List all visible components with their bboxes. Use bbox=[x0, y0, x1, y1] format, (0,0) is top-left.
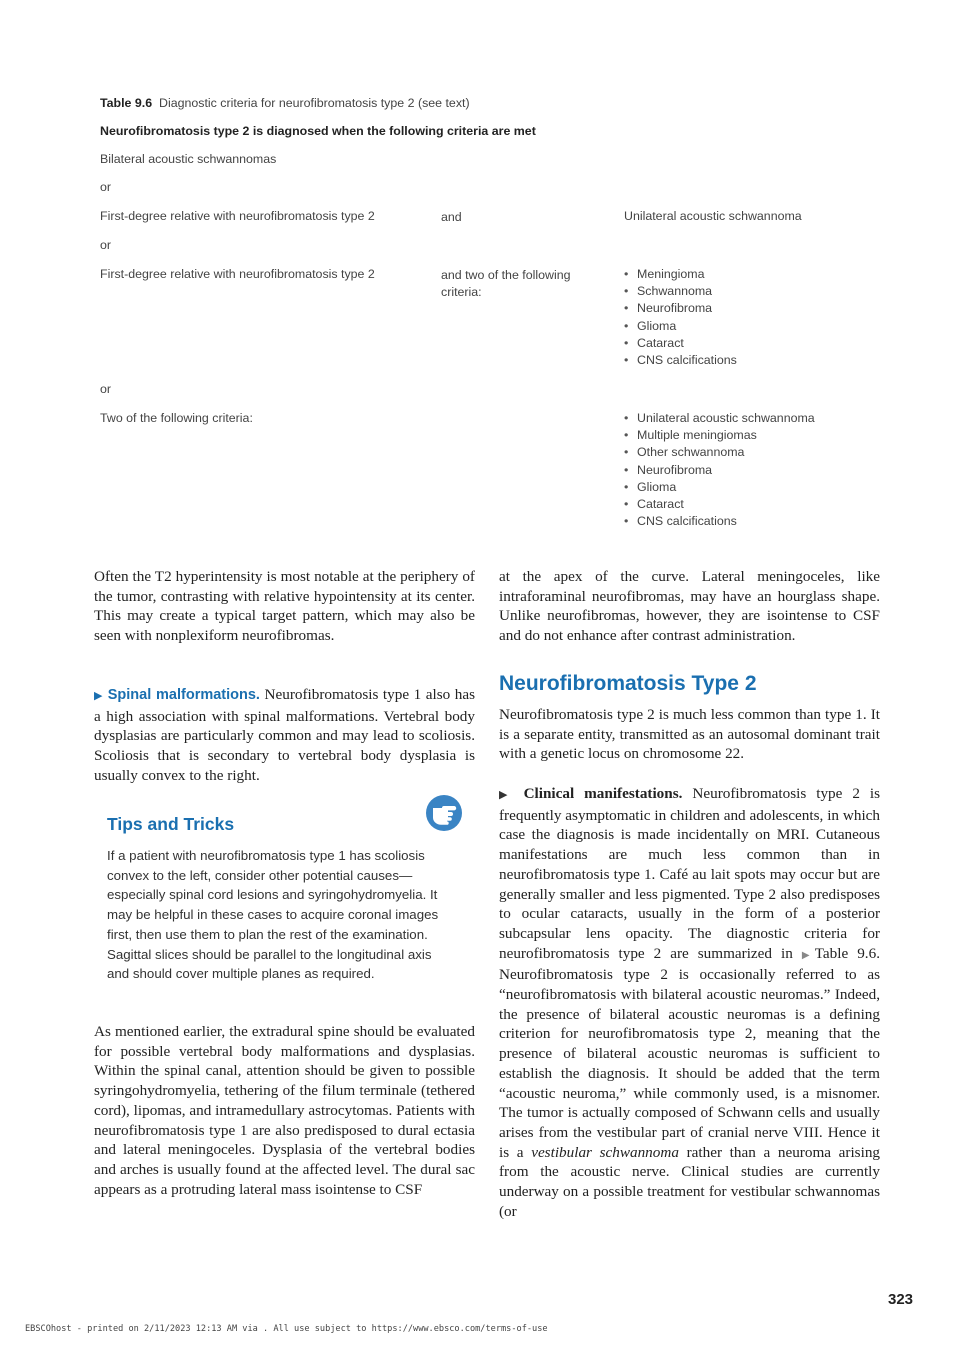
paragraph-text: rather than a neuroma arising from the acoustic nerve. Clinical studies are currently underway on a possible treatment for vestibular schwannomas (or bbox=[499, 1143, 881, 1220]
table-reference-link[interactable]: Table 9.6. bbox=[814, 944, 880, 962]
table-label: Table 9.6 bbox=[100, 96, 153, 110]
table-row2-col3: Unilateral acoustic schwannoma bbox=[624, 209, 802, 223]
body-paragraph-target-pattern: Often the T2 hyperintensity is most notable at the periphery of the tumor, contrasting with relative hypointensity at its center. This may create a typical target pattern, which may also be seen with nonplexiform neurofibromas. bbox=[94, 568, 475, 645]
list-item: • Meningioma bbox=[624, 266, 737, 283]
arrow-icon: ▶ bbox=[499, 789, 514, 801]
table-caption bbox=[100, 96, 470, 110]
table-row2-col1: First-degree relative with neurofibromatosis type 2 bbox=[100, 209, 375, 223]
tips-text: If a patient with neurofibromatosis type 1 has scoliosis convex to the left, consider other potential causes—especially spinal cord lesions and syringohydromyelia. It may be helpful in these cases to acquire coronal images first, then use them to plan the rest of the examination. Sagittal slices should be parallel to the longitudinal axis and should cover multiple planes as required. bbox=[107, 848, 439, 982]
list-item: • Glioma bbox=[624, 479, 815, 496]
pointing-hand-icon bbox=[425, 794, 463, 832]
body-paragraph-extradural-spine: As mentioned earlier, the extradural spine should be evaluated for possible vertebral body malformations and dysplasias. Within the spinal canal, attention should be given to possible syringohydromyelia, tethering of the filum terminale (tethered cord), lipomas, and intramedullary astrocytomas. Patients with neurofibromatosis type 1 are also predisposed to dural ectasia and lateral meningoceles. Dysplasia of the vertebral bodies and arches is usually found at the affected level. The dural sac appears as a protruding lateral mass isointense to CSF bbox=[94, 1023, 475, 1198]
table-row4-col1: Two of the following criteria: bbox=[100, 411, 253, 425]
table-row-bilateral: Bilateral acoustic schwannomas bbox=[100, 152, 277, 166]
paragraph-text: Neurofibromatosis type 2 is occasionally referred to as “neurofibromatosis with bilateral acoustic neuromas.” Indeed, the presence of bilateral acoustic neuromas is a defining criterion for neurofibromatosis type 2, meaning that the presence of bilateral acoustic neuromas is sufficient to establish the diagnosis. It should be added that the term “acoustic neuroma,” while commonly used, is a misnomer. The tumor is actually composed of Schwann cells and usually arises from the vestibular part of cranial nerve VIII. Hence it is a bbox=[499, 966, 880, 1161]
list-item: • Glioma bbox=[624, 318, 737, 335]
italic-term: vestibular schwannoma bbox=[531, 1143, 679, 1161]
table-or: or bbox=[100, 382, 112, 396]
page-number: 323 bbox=[888, 1291, 914, 1308]
table-row3-col2: and two of the following criteria: bbox=[441, 268, 571, 299]
section-heading-nf2: Neurofibromatosis Type 2 bbox=[499, 672, 757, 695]
paragraph-text: Neurofibromatosis type 2 is frequently asymptomatic in children and adolescents, in which case the diagnosis is made incidentally on MRI. Cutaneous manifestations are much less common than in neurofibromatosis type 1. Café au lait spots may occur but are generally smaller and less pigmented. Type 2 also predisposes to ocular cataracts, usually in the form of a posterior subcapsular lens opacity. The diagnostic criteria for neurofibromatosis type 2 are summarized in bbox=[499, 785, 880, 962]
table-row4-criteria-list bbox=[624, 410, 815, 530]
paragraph-lead-spinal: Spinal malformations. bbox=[107, 687, 260, 703]
paragraph-text: Neurofibromatosis type 1 also has a high association with spinal malformations. Vertebral body dysplasias are particularly common and may lead to scoliosis. Scoliosis that is secondary to vertebral body dysplasia is usually convex to the right. bbox=[94, 686, 475, 784]
tips-title: Tips and Tricks bbox=[107, 814, 235, 834]
paragraph-lead-clinical: Clinical manifestations. bbox=[523, 785, 683, 802]
list-item: • Neurofibroma bbox=[624, 300, 737, 317]
body-paragraph-clinical-manifestations bbox=[499, 784, 880, 1221]
body-paragraph-meningoceles: at the apex of the curve. Lateral meningoceles, like intraforaminal neurofibromas, may have an hourglass shape. Unlike neurofibromas, however, they are isointense to CSF and do not enhance after contrast administration. bbox=[499, 568, 880, 645]
tips-and-tricks-box bbox=[94, 790, 475, 1000]
list-item: • CNS calcifications bbox=[624, 513, 815, 530]
arrow-icon: ▶ bbox=[801, 949, 815, 961]
table-row3-criteria-list bbox=[624, 266, 737, 369]
table-row2-col2: and bbox=[441, 210, 462, 224]
list-item: • Other schwannoma bbox=[624, 444, 815, 461]
table-header: Neurofibromatosis type 2 is diagnosed when the following criteria are met bbox=[100, 124, 536, 138]
body-paragraph-nf2-intro: Neurofibromatosis type 2 is much less common than type 1. It is a separate entity, transmitted as an autosomal dominant trait with a genetic locus on chromosome 22. bbox=[499, 706, 880, 763]
table-or: or bbox=[100, 180, 112, 194]
list-item: • Neurofibroma bbox=[624, 462, 815, 479]
list-item: • Schwannoma bbox=[624, 283, 737, 300]
list-item: • Cataract bbox=[624, 335, 737, 352]
list-item: • CNS calcifications bbox=[624, 352, 737, 369]
table-caption-text: Diagnostic criteria for neurofibromatosis type 2 (see text) bbox=[159, 96, 470, 110]
list-item: • Cataract bbox=[624, 496, 815, 513]
arrow-icon: ▶ bbox=[94, 690, 104, 702]
body-paragraph-spinal-malformations bbox=[94, 685, 475, 786]
list-item: • Multiple meningiomas bbox=[624, 427, 815, 444]
list-item: • Unilateral acoustic schwannoma bbox=[624, 410, 815, 427]
table-row3-col1: First-degree relative with neurofibromatosis type 2 bbox=[100, 267, 375, 281]
footer-notice: EBSCOhost - printed on 2/11/2023 12:13 AM via . All use subject to https://www.ebsco.com/terms-of-use bbox=[25, 1324, 548, 1334]
table-or: or bbox=[100, 238, 112, 252]
